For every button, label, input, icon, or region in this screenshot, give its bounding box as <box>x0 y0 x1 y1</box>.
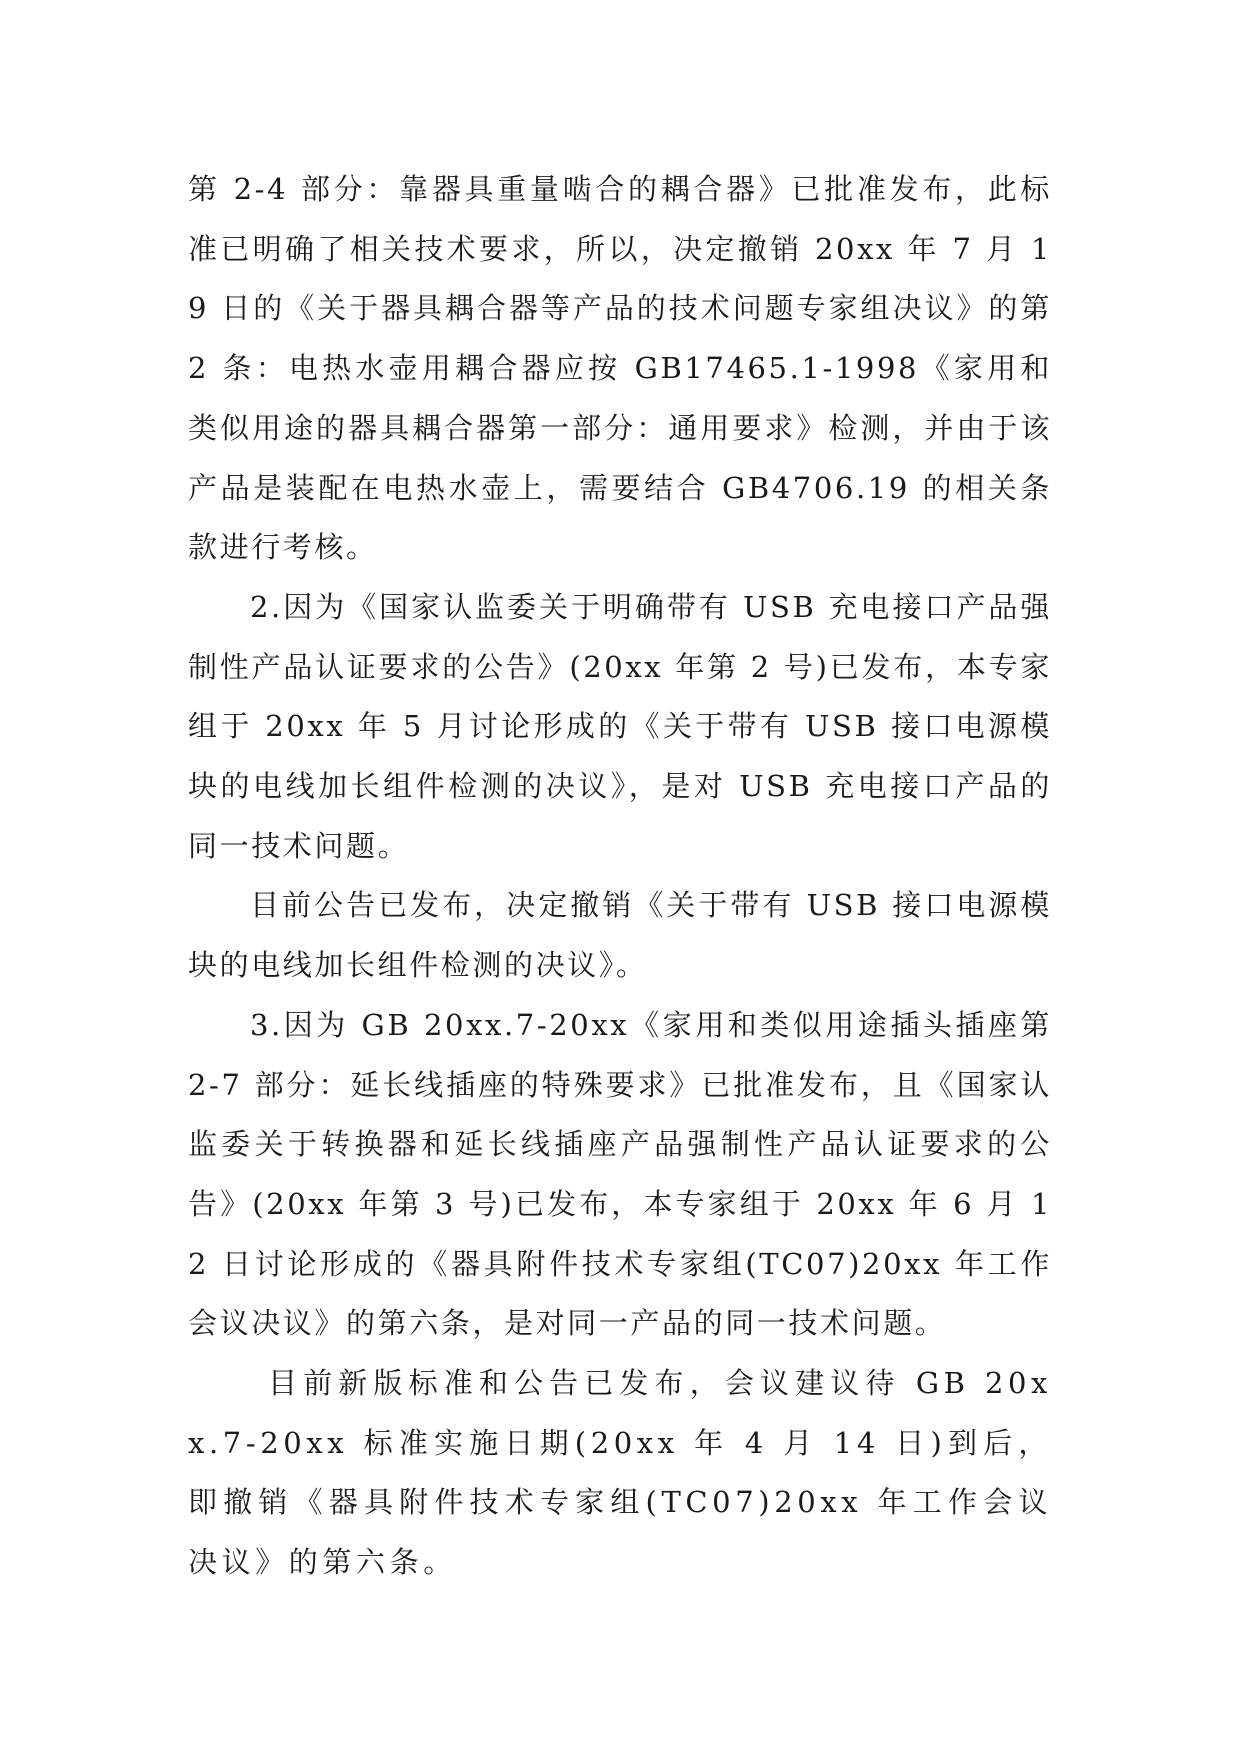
document-body <box>188 160 1052 1593</box>
paragraph-item-2-usb: 2.因为《国家认监委关于明确带有 USB 充电接口产品强制性产品认证要求的公告》(20xx 年第 2 号)已发布，本专家组于 20xx 年 5 月讨论形成的《关于带有 USB 接口电源模块的电线加长组件检测的决议》，是对 USB 充电接口产品的同一技术问题。 <box>188 589 1052 863</box>
paragraph-usb-revocation: 目前公告已发布，决定撤销《关于带有 USB 接口电源模块的电线加长组件检测的决议》。 <box>188 888 1052 983</box>
paragraph-item-3-extension-socket: 3.因为 GB 20xx.7-20xx《家用和类似用途插头插座第 2-7 部分：延长线插座的特殊要求》已批准发布，且《国家认监委关于转换器和延长线插座产品强制性产品认证要求的公告》(20xx 年第 3 号)已发布，本专家组于 20xx 年 6 月 12 日讨论形成的《器具附件技术专家组(TC07)20xx 年工作会议决议》的第六条，是对同一产品的同一技术问题。 <box>188 1007 1052 1341</box>
paragraph-revocation-coupler-item: 第 2-4 部分：靠器具重量啮合的耦合器》已批准发布，此标准已明确了相关技术要求，所以，决定撤销 20xx 年 7 月 19 日的《关于器具耦合器等产品的技术问题专家组决议》的第 2 条：电热水壶用耦合器应按 GB17465.1-1998《家用和类似用途的器具耦合器第一部分：通用要求》检测，并由于该产品是装配在电热水壶上，需要结合 GB4706.19 的相关条款进行考核。 <box>188 172 1052 565</box>
paragraph-extension-socket-revocation: 目前新版标准和公告已发布，会议建议待 GB 20xx.7-20xx 标准实施日期(20xx 年 4 月 14 日)到后，即撤销《器具附件技术专家组(TC07)20xx 年工作会议决议》的第六条。 <box>188 1366 1052 1580</box>
